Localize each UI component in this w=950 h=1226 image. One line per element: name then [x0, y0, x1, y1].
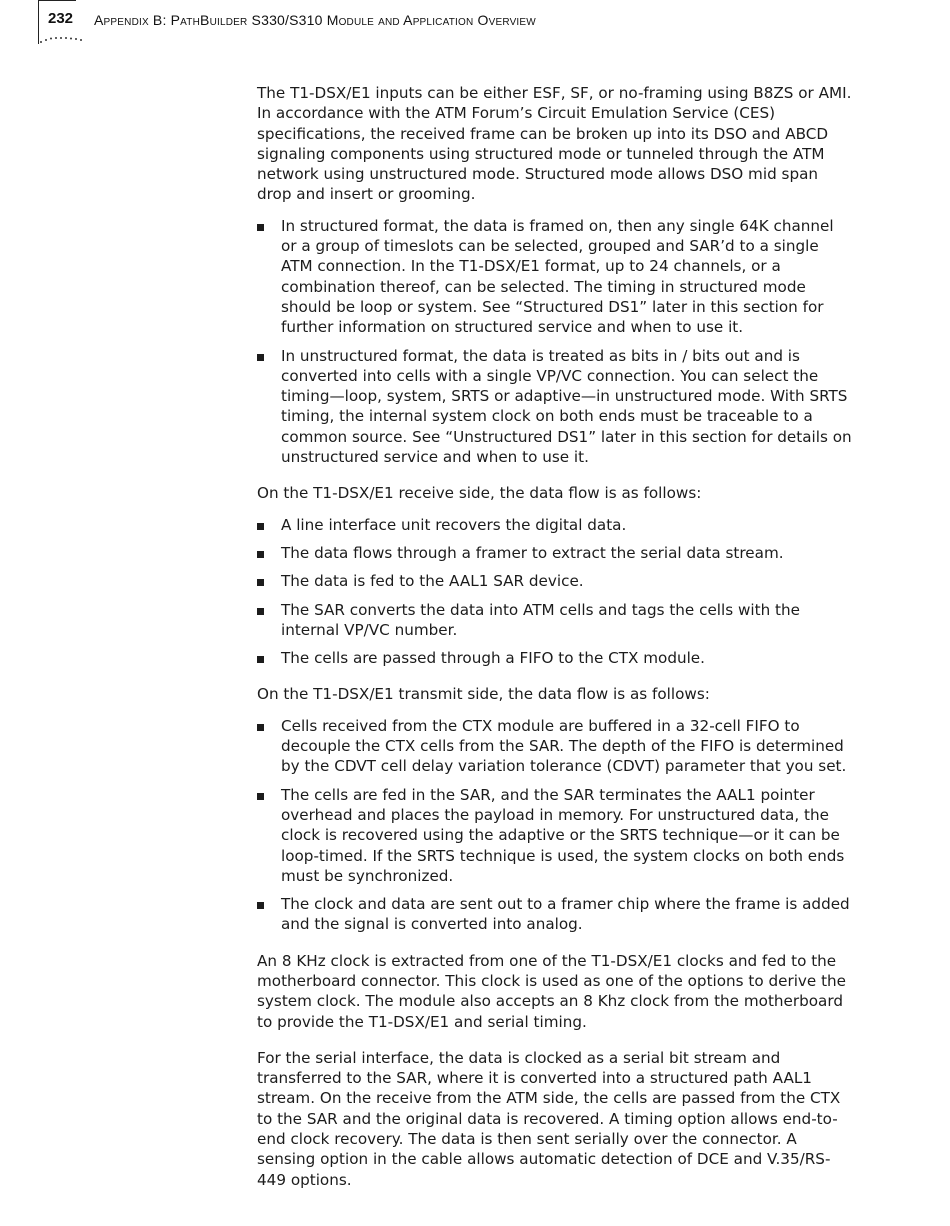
bullet-square-icon — [257, 224, 264, 231]
bullet-square-icon — [257, 902, 264, 909]
list-item-text: Cells received from the CTX module are buffered in a 32-cell FIFO to decouple the CTX cells from the SAR. The depth of the FIFO is determined by the CDVT cell delay variation tolerance (CDVT) parameter that you set. — [281, 716, 847, 776]
page-header — [38, 0, 938, 48]
bullet-square-icon — [257, 608, 264, 615]
list-item — [257, 894, 853, 935]
running-head: Appendix B: PathBuilder S330/S310 Module and Application Overview — [94, 12, 536, 28]
transmit-intro: On the T1-DSX/E1 transmit side, the data flow is as follows: — [257, 685, 710, 704]
list-item-text: In unstructured format, the data is treated as bits in / bits out and is converted into cells with a single VP/VC connection. You can select the timing—loop, system, SRTS or adaptive—in unstructured mode. With SRTS timing, the internal system clock on both ends must be traceable to a common source. See “Unstructured DS1” later in this section for details on unstructured service and when to use it. — [281, 346, 852, 467]
bullet-square-icon — [257, 656, 264, 663]
bullet-square-icon — [257, 793, 264, 800]
receive-bullet-list — [257, 515, 853, 669]
list-item — [257, 515, 853, 535]
bullet-square-icon — [257, 523, 264, 530]
list-item-text: A line interface unit recovers the digital data. — [281, 515, 627, 534]
intro-paragraph: The T1-DSX/E1 inputs can be either ESF, SF, or no-framing using B8ZS or AMI. In accordance with the ATM Forum’s Circuit Emulation Service (CES) specifications, the received frame can be broken up into its DSO and ABCD signaling components using structured mode or tunneled through the ATM network using unstructured mode. Structured mode allows DSO mid span drop and insert or grooming. — [257, 84, 852, 204]
list-item-text: The SAR converts the data into ATM cells and tags the cells with the internal VP/VC number. — [281, 600, 800, 639]
clock-paragraph: An 8 KHz clock is extracted from one of the T1-DSX/E1 clocks and fed to the motherboard connector. This clock is used as one of the options to derive the system clock. The module also accepts an 8 Khz clock from the motherboard to provide the T1-DSX/E1 and serial timing. — [257, 951, 847, 1031]
list-item — [257, 716, 853, 777]
page-number: 232 — [48, 10, 74, 27]
list-item-text: In structured format, the data is framed on, then any single 64K channel or a group of timeslots can be selected, grouped and SAR’d to a single ATM connection. In the T1-DSX/E1 format, up to 24 channels, or a combination thereof, can be selected. The timing in structured mode should be loop or system. See “Structured DS1” later in this section for further information on structured service and when to use it. — [281, 216, 834, 337]
list-item-text: The cells are fed in the SAR, and the SAR terminates the AAL1 pointer overhead and places the payload in memory. For unstructured data, the clock is recovered using the adaptive or the SRTS technique—or it can be loop-timed. If the SRTS technique is used, the system clocks on both ends must be synchronized. — [281, 785, 845, 885]
list-item — [257, 571, 853, 591]
list-item — [257, 216, 853, 338]
list-item — [257, 543, 853, 563]
bullet-square-icon — [257, 354, 264, 361]
header-dots-decoration — [38, 34, 84, 44]
bullet-square-icon — [257, 724, 264, 731]
page-body — [257, 83, 853, 1206]
list-item-text: The data is fed to the AAL1 SAR device. — [281, 572, 584, 591]
receive-intro: On the T1-DSX/E1 receive side, the data flow is as follows: — [257, 484, 702, 503]
list-item — [257, 785, 853, 886]
transmit-bullet-list — [257, 716, 853, 935]
list-item-text: The data flows through a framer to extract the serial data stream. — [281, 543, 784, 562]
list-item — [257, 648, 853, 668]
bullet-square-icon — [257, 551, 264, 558]
serial-paragraph: For the serial interface, the data is clocked as a serial bit stream and transferred to the SAR, where it is converted into a structured path AAL1 stream. On the receive from the ATM side, the cells are passed from the CTX to the SAR and the original data is recovered. A timing option allows end-to-end clock recovery. The data is then sent serially over the connector. A sensing option in the cable allows automatic detection of DCE and V.35/RS-449 options. — [257, 1048, 841, 1189]
list-item — [257, 346, 853, 468]
bullet-square-icon — [257, 579, 264, 586]
list-item-text: The cells are passed through a FIFO to the CTX module. — [281, 649, 705, 668]
header-rule-horizontal — [38, 0, 76, 1]
format-bullet-list — [257, 216, 853, 468]
list-item — [257, 600, 853, 641]
list-item-text: The clock and data are sent out to a framer chip where the frame is added and the signal is converted into analog. — [281, 895, 850, 934]
